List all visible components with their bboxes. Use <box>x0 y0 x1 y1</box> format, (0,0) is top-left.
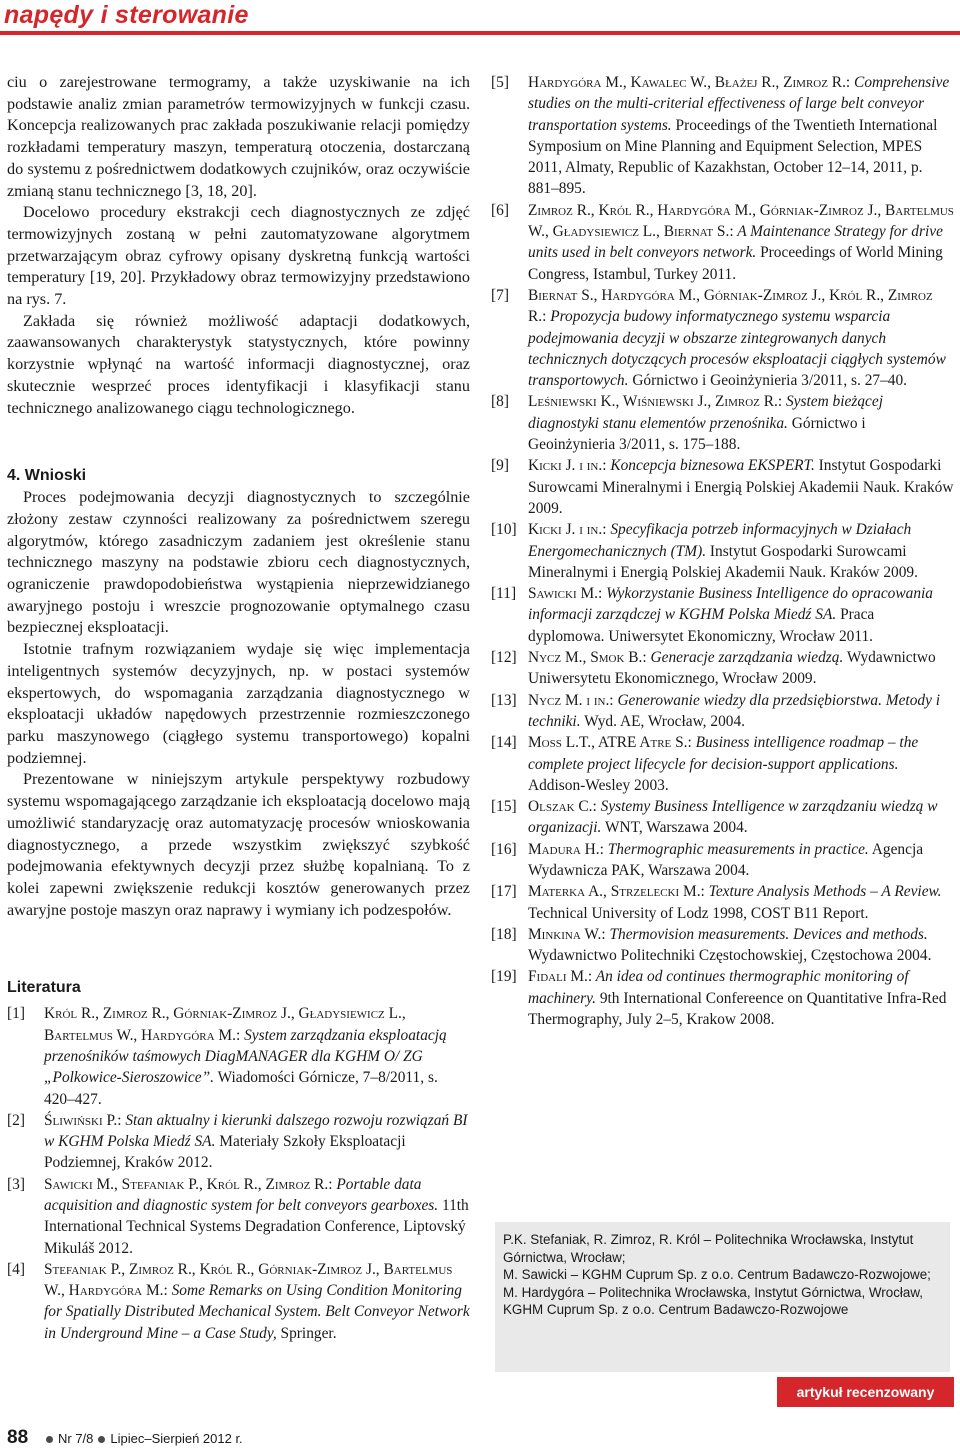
reference-authors: Kicki J. i in.: <box>528 521 607 539</box>
body-paragraph: ciu o zarejestrowane termogramy, a także uzyskiwanie na ich podstawie analiz zmian parametrów termowizyjnych w funkcji czasu. Koncepcja realizowanych prac zakłada poszukiwanie relacji pomiędzy rozkładami temperatury maszyn, temperaturą otoczenia, dostarczaną do systemu z pośrednictwem dodatkowych czujników, oraz oczywiście zmianą stanu technicznego [3, 18, 20]. <box>7 73 470 200</box>
reference-authors: Biernat S., Hardygóra M., Górniak-Zimroz J., Król R., Zimroz R.: <box>528 286 933 326</box>
body-paragraph: Zakłada się również możliwość adaptacji dodatkowych, zaawansowanych charakterystyk statystycznych, które powinny korzystnie wpłynąć na wartość informacji diagnostycznej, oraz skutecznie wesprzeć proces identyfikacji i klasyfikacji stanu technicznego analizowanego ciągu technologicznego. <box>7 311 470 417</box>
bullet-dot <box>98 1436 105 1443</box>
reference-title: Comprehensive studies on the multi-criterial effectiveness of large belt conveyor transportation systems. <box>528 74 950 134</box>
reference-source: Praca dyplomowa. Uniwersytet Ekonomiczny, Wrocław 2011. <box>528 606 875 645</box>
reference-number: [12] <box>491 649 517 667</box>
reference-authors: Madura H.: <box>528 840 604 858</box>
reference-authors: Fidali M.: <box>528 968 593 986</box>
reference-source: Instytut Gospodarki Surowcami Mineralnymi i Energią Polskiej Akademii Nauk. Kraków 2009. <box>528 542 918 581</box>
reference-number: [9] <box>491 457 509 475</box>
reference-authors: Leśniewski K., Wiśniewski J., Zimroz R.: <box>528 393 783 411</box>
body-paragraph: Istotnie trafnym rozwiązaniem wydaje się więc implementacja inteligentnych systemów decyzyjnych, np. w postaci systemów ekspertowych, do wspomagania zarządzania diagnostycznego w eksploatacji układów napędowych przestrzennie rozmieszczonego parku maszynowego (ciągłego systemu transportowego) kopalni podziemnej. <box>7 640 470 767</box>
reference-source: Górnictwo i Geoinżynieria 3/2011, s. 27–40. <box>628 372 908 390</box>
page-header <box>0 0 960 31</box>
reference-authors: Moss L.T., ATRE Atre S.: <box>528 734 692 752</box>
affiliation-line: M. Hardygóra – Politechnika Wrocławska, Instytut Górnictwa, Wrocław, KGHM Cuprum Sp. z o.o. Centrum Badawczo-Rozwojowe <box>503 1284 923 1317</box>
reference-authors: Olszak C.: <box>528 798 597 816</box>
reference-title: System bieżącej diagnostyki stanu elementów przenośnika. <box>528 393 883 432</box>
reference-title: A Maintenance Strategy for drive units used in belt conveyors network. <box>528 223 943 262</box>
reference-source: Agencja Wydawnicza PAK, Warszawa 2004. <box>528 840 924 879</box>
reference-title: Wykorzystanie Business Intelligence do opracowania informacji zarządczej w KGHM Polska Miedź SA. <box>528 585 933 624</box>
reference-number: [10] <box>491 521 517 539</box>
reference-item <box>491 690 954 733</box>
reference-source: Wydawnictwo Politechniki Częstochowskiej, Częstochowa 2004. <box>528 947 932 965</box>
literature-heading: Literatura <box>7 979 81 997</box>
reference-item <box>7 1003 470 1109</box>
body-paragraph: Docelowo procedury ekstrakcji cech diagnostycznych ze zdjęć termowizyjnych zostaną w pełni zautomatyzowane algorytmem przetwarzającym obraz cyfrowy opisany dyskretną funkcją wartości temperatury [19, 20]. Przykładowy obraz termowizyjny przedstawiono na rys. 7. <box>7 203 470 309</box>
reference-number: [18] <box>491 925 517 943</box>
bullet-dot <box>46 1436 53 1443</box>
reference-title: Generacje zarządzania wiedzą. <box>646 649 844 667</box>
reference-item <box>491 455 954 519</box>
reference-title: An idea od continues thermographic monitoring of machinery. <box>528 968 909 1007</box>
reference-number: [7] <box>491 286 509 304</box>
reference-authors: Minkina W.: <box>528 925 606 943</box>
reference-item <box>491 72 954 200</box>
reference-item <box>491 200 954 285</box>
reference-source: Wiadomości Górnicze, 7–8/2011, s. 420–427. <box>44 1069 438 1108</box>
reference-number: [17] <box>491 883 517 901</box>
reference-title: Propozycja budowy informatycznego systemu wsparcia podejmowania decyzji w obszarze zintegrowanych danych technicznych dotyczących procesów eksploatacji ciągłych systemów transportowych. <box>528 308 946 390</box>
reference-item <box>491 391 954 455</box>
reference-item <box>491 966 954 1030</box>
left-column <box>7 72 470 1344</box>
reference-number: [16] <box>491 840 517 858</box>
reference-item <box>491 732 954 796</box>
reference-number: [4] <box>7 1260 25 1278</box>
reference-title: Thermographic measurements in practice. <box>603 840 869 858</box>
affiliation-line: M. Sawicki – KGHM Cuprum Sp. z o.o. Centrum Badawczo-Rozwojowe; <box>503 1267 931 1282</box>
reference-title: Some Remarks on Using Condition Monitoring for Spatially Distributed Mechanical System. Belt Conveyor Network in Underground Mine – a Case Study, <box>44 1282 470 1342</box>
reference-authors: Stefaniak P., Zimroz R., Król R., Górniak-Zimroz J., Bartelmus W., Hardygóra M.: <box>44 1260 453 1300</box>
reference-source: Technical University of Lodz 1998, COST B11 Report. <box>528 904 869 922</box>
journal-section-title: napędy i sterowanie <box>4 1 249 29</box>
reference-number: [14] <box>491 734 517 752</box>
reference-number: [11] <box>491 585 517 603</box>
reference-source: Górnictwo i Geoinżynieria 3/2011, s. 175–188. <box>528 414 866 454</box>
reference-number: [13] <box>491 691 517 709</box>
reference-title: Systemy Business Intelligence w zarządzaniu wiedzą w organizacji. <box>528 798 938 837</box>
reference-authors: Zimroz R., Król R., Hardygóra M., Górniak-Zimroz J., Bartelmus W., Gładysiewicz L., Biernat S.: <box>528 201 954 241</box>
reference-number: [8] <box>491 393 509 411</box>
affiliation-line: P.K. Stefaniak, R. Zimroz, R. Król – Politechnika Wrocławska, Instytut Górnictwa, Wrocław; <box>503 1232 914 1265</box>
reference-authors: Król R., Zimroz R., Górniak-Zimroz J., Gładysiewicz L., Bartelmus W., Hardygóra M.: <box>44 1005 406 1044</box>
header-rule <box>0 31 960 35</box>
body-paragraph: Prezentowane w niniejszym artykule perspektywy rozbudowy systemu wspomagającego zarządzanie ich eksploatacją docelowo mają umożliwić standaryzację oraz automatyzację procesów wnioskowania diagnostycznego, a przede wszystkim zwiększyć szybkość podejmowania efektywnych decyzji przez służbę kopalnianą. To z kolei zapewni zwiększenie redukcji kosztów generowanych przez awaryjne postoje maszyn oraz naprawy i wymiany ich podzespołów. <box>7 770 470 919</box>
body-paragraph: Proces podejmowania decyzji diagnostycznych to szczególnie złożony zestaw czynności realizowany za pośrednictwem szeregu algorytmów, którego zasadniczym zadaniem jest określenie stanu technicznego maszyny na podstawie zbioru cech diagnostycznych, ograniczenie prawdopodobieństwa wystąpienia nieprzewidzianego awaryjnego postoju i wreszcie prognozowanie optymalnego czasu bezpiecznej eksploatacji. <box>7 488 470 637</box>
reference-item <box>491 647 954 690</box>
reference-source: Proceedings of World Mining Congress, Istambul, Turkey 2011. <box>528 244 943 283</box>
reviewed-article-badge <box>777 1377 954 1407</box>
reference-item <box>491 285 954 391</box>
section-heading: 4. Wnioski <box>7 467 87 485</box>
affiliations-box <box>495 1222 950 1372</box>
reference-item <box>491 519 954 583</box>
reference-title: Stan aktualny i kierunki dalszego rozwoju rozwiązań BI w KGHM Polska Miedź SA. <box>44 1111 468 1151</box>
reference-title: Business intelligence roadmap – the complete project lifecycle for decision-support applications. <box>528 734 919 773</box>
reference-item <box>7 1110 470 1174</box>
reference-item <box>491 796 954 839</box>
reference-source: Addison-Wesley 2003. <box>528 776 669 794</box>
reference-number: [1] <box>7 1005 25 1023</box>
badge-label: artykuł recenzowany <box>796 1384 935 1400</box>
reference-item <box>7 1174 470 1259</box>
reference-number: [19] <box>491 968 517 986</box>
reference-authors: Nycz M., Smok B.: <box>528 649 647 667</box>
reference-source: Springer. <box>276 1324 337 1342</box>
reference-title: Thermovision measurements. Devices and methods. <box>605 925 928 943</box>
reference-title: Specyfikacja potrzeb informacyjnych w Działach Energomechanicznych (TM). <box>528 521 912 560</box>
reference-number: [6] <box>491 201 509 219</box>
issue-info <box>41 1430 243 1448</box>
reference-item <box>491 583 954 647</box>
reference-authors: Śliwiński P.: <box>44 1111 122 1129</box>
reference-source: Instytut Gospodarki Surowcami Mineralnymi i Energią Polskiej Akademii Nauk. Kraków 2009. <box>528 457 954 517</box>
reference-source: Wyd. AE, Wrocław, 2004. <box>580 712 746 730</box>
issue-date: Lipiec–Sierpień 2012 r. <box>110 1431 243 1446</box>
reference-number: [15] <box>491 798 517 816</box>
reference-number: [5] <box>491 74 509 91</box>
reference-item <box>491 839 954 882</box>
reference-list <box>491 72 954 1030</box>
reference-authors: Materka A., Strzelecki M.: <box>528 883 705 901</box>
affiliations-text <box>503 1231 943 1319</box>
reference-authors: Sawicki M.: <box>528 585 603 603</box>
reference-authors: Hardygóra M., Kawalec W., Błażej R., Zimroz R.: <box>528 74 851 91</box>
right-column <box>491 72 954 1030</box>
page-number: 88 <box>7 1427 29 1448</box>
reference-source: Wydawnictwo Uniwersytetu Ekonomicznego, Wrocław 2009. <box>528 649 936 688</box>
reference-source: WNT, Warszawa 2004. <box>601 819 748 837</box>
reference-source: 11th International Technical Systems Degradation Conference, Liptovský Mikuláš 2012. <box>44 1196 469 1257</box>
reference-item <box>491 881 954 924</box>
reference-list <box>7 1003 470 1344</box>
reference-title: Koncepcja biznesowa EKSPERT. <box>606 457 815 475</box>
reference-number: [3] <box>7 1175 25 1193</box>
reference-item <box>7 1259 470 1344</box>
reference-number: [2] <box>7 1111 25 1129</box>
reference-source: 9th International Confereence on Quantitative Infra-Red Thermography, July 2–5, Krakow 2008. <box>528 989 947 1029</box>
reference-authors: Sawicki M., Stefaniak P., Król R., Zimroz R.: <box>44 1175 333 1193</box>
reference-source: Proceedings of the Twentieth International Symposium on Mine Planning and Equipment Selection, MPES 2011, Almaty, Republic of Kazakhstan, October 12–14, 2011, p. 881–895. <box>528 116 938 198</box>
reference-source: Materiały Szkoły Eksploatacji Podziemnej, Kraków 2012. <box>44 1133 406 1172</box>
reference-authors: Nycz M. i in.: <box>528 691 614 709</box>
reference-title: Generowanie wiedzy dla przedsiębiorstwa. Metody i techniki. <box>528 691 941 730</box>
reference-item <box>491 924 954 967</box>
reference-title: Texture Analysis Methods – A Review. <box>704 883 942 901</box>
reference-authors: Kicki J. i in.: <box>528 457 607 475</box>
reference-title: Portable data acquisition and diagnostic system for belt conveyors gearboxes. <box>44 1175 439 1214</box>
issue-number: Nr 7/8 <box>58 1431 94 1446</box>
reference-title: System zarządzania eksploatacją przenośników taśmowych DiagMANAGER dla KGHM O/ ZG „Polkowice-Sieroszowice”. <box>44 1026 447 1087</box>
